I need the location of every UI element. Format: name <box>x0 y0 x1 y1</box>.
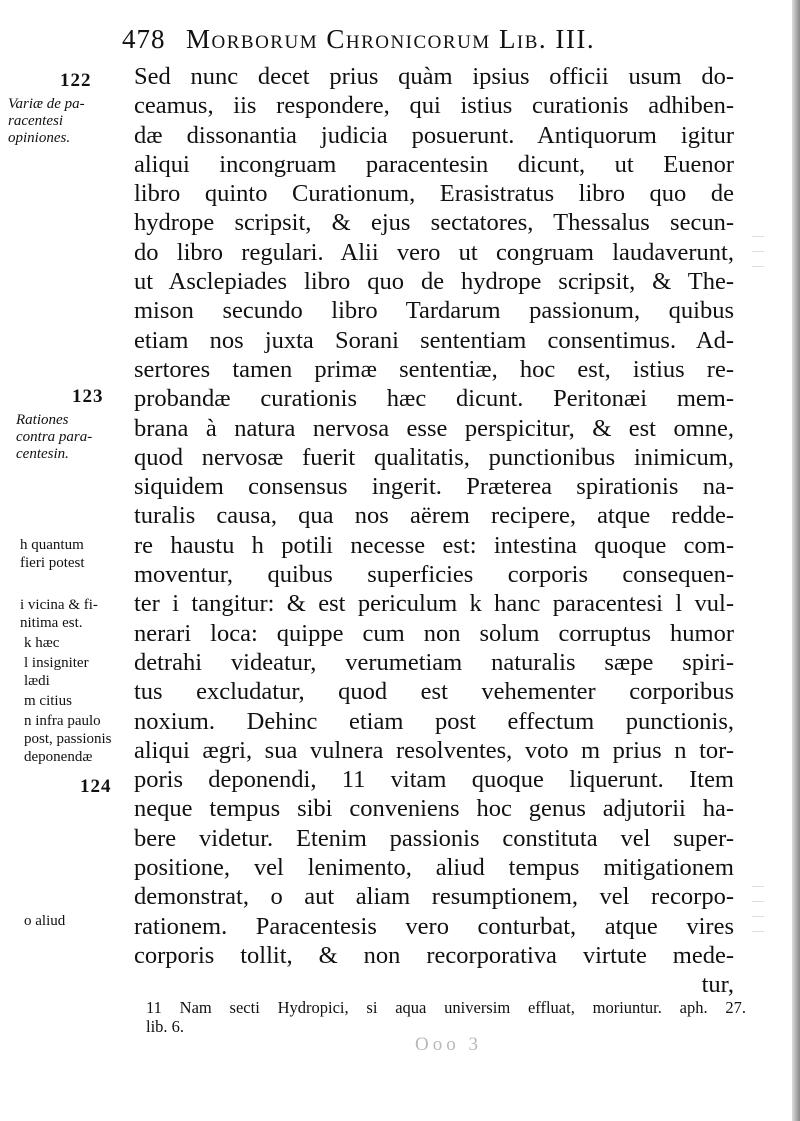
text-line: bere videtur. Etenim passionis constituta vel super- <box>134 824 734 852</box>
margin-number-124: 124 <box>80 776 112 797</box>
page-edge-shadow <box>792 0 800 1121</box>
margin-footnote-i: i vicina & fi- nitima est. <box>20 597 98 631</box>
text-line: rationem. Paracentesis vero conturbat, atque vires <box>134 912 734 940</box>
bleed-through-text: — — — <box>752 228 764 272</box>
main-text-column <box>134 62 734 1000</box>
text-line: probandæ curationis hæc dicunt. Peritonæi mem- <box>134 385 734 413</box>
running-header <box>122 18 682 62</box>
text-line: sertores tamen primæ sententiæ, hoc est, istius re- <box>134 355 734 383</box>
text-line: moventur, quibus superficies corporis consequen- <box>134 561 734 589</box>
margin-note-122: Variæ de pa- racentesi opiniones. <box>8 96 85 146</box>
text-line: ceamus, iis respondere, qui istius curationis adhiben- <box>134 92 734 120</box>
text-line: turalis causa, qua nos aërem recipere, atque redde- <box>134 502 734 530</box>
text-line: ut Asclepiades libro quo de hydrope scripsit, & The- <box>134 268 734 296</box>
text-line: aliqui ægri, sua vulnera resolventes, voto m prius n tor- <box>134 736 734 764</box>
text-line: siquidem consensus ingerit. Præterea spirationis na- <box>134 473 734 501</box>
running-title: Morborum Chronicorum Lib. III. <box>186 24 596 54</box>
text-line: libro quinto Curationum, Erasistratus libro quo de <box>134 180 734 208</box>
text-line: detrahi videatur, verumetiam naturalis sæpe spiri- <box>134 648 734 676</box>
margin-footnote-n: n infra paulo post, passionis deponendæ <box>24 713 112 765</box>
footnote-line-2: lib. 6. <box>146 1017 185 1036</box>
bleed-through-text: — — — — <box>752 878 764 937</box>
text-line: mison secundo libro Tardarum passionum, quibus <box>134 297 734 325</box>
text-line: noxium. Dehinc etiam post effectum punctionis, <box>134 707 734 735</box>
text-line: poris deponendi, 11 vitam quoque liquerunt. Item <box>134 766 734 794</box>
page-number: 478 <box>122 24 166 54</box>
text-line: demonstrat, o aut aliam resumptionem, vel recorpo- <box>134 883 734 911</box>
text-line: tus excludatur, quod est vehementer corporibus <box>134 678 734 706</box>
text-line: corporis tollit, & non recorporativa virtute mede- <box>134 941 734 969</box>
text-line: quod nervosæ fuerit qualitatis, punctionibus inimicum, <box>134 443 734 471</box>
text-line: aliqui incongruam paracentesin dicunt, ut Euenor <box>134 150 734 178</box>
margin-footnote-k: k hæc <box>24 635 60 651</box>
footnote <box>146 998 746 1036</box>
text-line: nerari loca: quippe cum non solum corruptus humor <box>134 619 734 647</box>
text-line: tur, <box>701 971 734 999</box>
margin-footnote-o: o aliud <box>24 913 66 929</box>
text-line: neque tempus sibi conveniens hoc genus adjutorii ha- <box>134 795 734 823</box>
margin-footnote-l: l insigniter lædi <box>24 655 89 689</box>
text-line: re haustu h potili necesse est: intestina quoque com- <box>134 531 734 559</box>
text-line: Sed nunc decet prius quàm ipsius officii usum do- <box>134 63 734 90</box>
text-line: positione, vel lenimento, aliud tempus mitigationem <box>134 854 734 882</box>
margin-footnote-h: h quantum fieri potest <box>20 537 85 571</box>
margin-footnote-m: m citius <box>24 693 72 709</box>
text-line: etiam nos juxta Sorani sententiam consentimus. Ad- <box>134 326 734 354</box>
text-line: do libro regulari. Alii vero ut congruam laudaverunt, <box>134 238 734 266</box>
text-line: ter i tangitur: & est periculum k hanc paracentesi l vul- <box>134 590 734 618</box>
signature-mark: Ooo 3 <box>415 1034 482 1055</box>
text-line: hydrope scripsit, & ejus sectatores, Thessalus secun- <box>134 209 734 237</box>
footnote-line-1: 11 Nam secti Hydropici, si aqua universim effluat, moriuntur. aph. 27. <box>146 998 746 1017</box>
margin-note-123: Rationes contra para- centesin. <box>16 412 93 462</box>
margin-number-123: 123 <box>72 386 104 407</box>
text-line: brana à natura nervosa esse perspicitur, & est omne, <box>134 414 734 442</box>
text-line: dæ dissonantia judicia posuerunt. Antiquorum igitur <box>134 121 734 149</box>
margin-number-122: 122 <box>60 70 92 91</box>
